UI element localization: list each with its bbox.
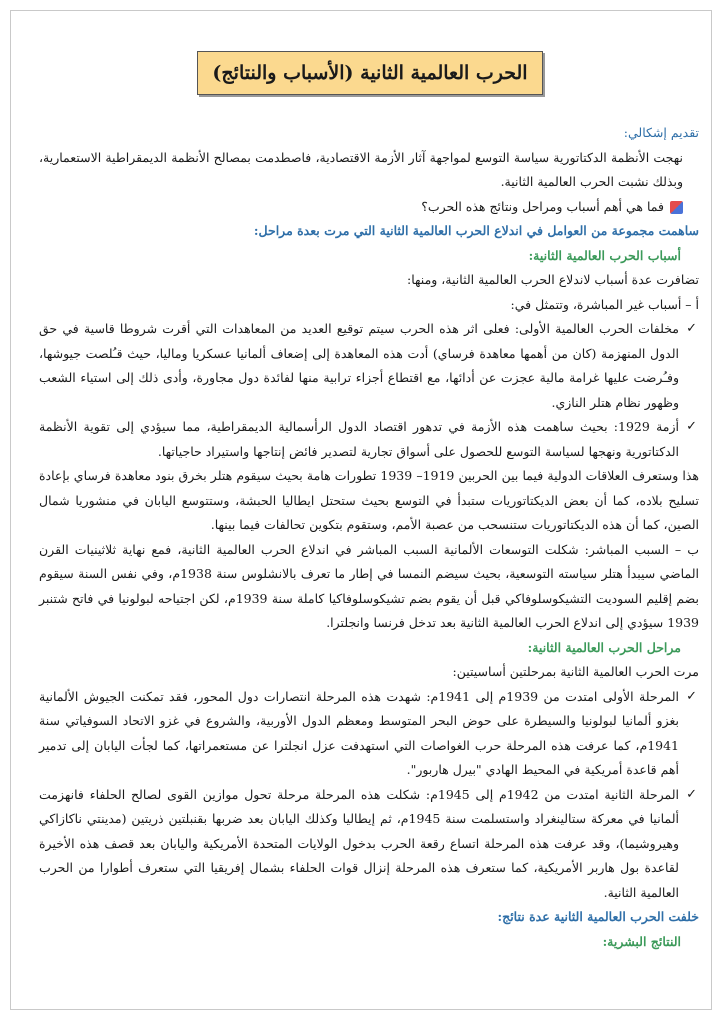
question-bullet-icon — [670, 201, 683, 214]
question-line — [39, 195, 699, 220]
intro-heading: تقديم إشكالي: — [623, 125, 699, 140]
intro-paragraph: نهجت الأنظمة الدكتاتورية سياسة التوسع لمواجهة آثار الأزمة الاقتصادية، فاصطدمت بمصالح الأنظمة الديمقراطية الاستعمارية، وبذلك نشبت الحرب العالمية الثانية. — [39, 149, 683, 189]
list-item — [39, 783, 699, 906]
check-icon: ✓ — [686, 786, 697, 802]
causes-intro: تضافرت عدة أسباب لاندلاع الحرب العالمية الثانية، ومنها: — [407, 272, 699, 287]
stages-heading: مراحل الحرب العالمية الثانية: — [527, 639, 681, 655]
list-item-text: المرحلة الثانية امتدت من 1942م إلى 1945م: شكلت هذه المرحلة مرحلة تحول موازين القوى لصالح الحلفاء فانهزمت ألمانيا في معركة ستالينغراد واستسلمت سنة 1945م، ثم إيطاليا وكذلك اليابان بعد ضربها بقنبلتين ذريتين (مدينتي ناكازاكي وهيروشيما)، وقد عرفت هذه المرحلة اتساع رقعة الحرب بدخول الولايات المتحدة الأمريكية واليابان بعد قصف هذه الأخيرة لقاعدة بول هاربر الأمريكية، كما ستعرف هذه المرحلة إنزال قوات الحلفاء بشمال إفريقيا التي ستعرف أطوارا من الحرب العالمية الثانية. — [39, 786, 680, 900]
question-text: فما هي أهم أسباب ومراحل ونتائج هذه الحرب؟ — [421, 198, 664, 214]
document-body — [39, 121, 699, 954]
relations-paragraph: هذا وستعرف العلاقات الدولية فيما بين الحربين 1919– 1939 تطورات هامة بحيث سيقوم هتلر بخرق بنود معاهدة فرساي بإعادة تسليح بلاده، كما أن بعض الديكتاتوريات ستبدأ في التوسع بحيث ستحتل ايطاليا الحبشة، وستتوسع اليابان في منشوريا شمال الصين، كما أن هذه الديكتاتوريات ستنسحب من عصبة الأمم، وستقوم بتكوين تحالفات فيما بينها. — [39, 468, 699, 532]
list-item-text: المرحلة الأولى امتدت من 1939م إلى 1941م: شهدت هذه المرحلة انتصارات دول المحور، فقد تمكنت الجيوش الألمانية بغزو ألمانيا لبولونيا والسيطرة على حوض البحر المتوسط ومعظم الدول الأوربية، والشروع في غزو الاتحاد السوفياتي سنة 1941م، كما عرفت هذه المرحلة حرب الغواصات التي استهدفت عزل انجلترا عن مستعمراتها، كما لجأت اليابان إلى تدمير أهم قاعدة أمريكية في المحيط الهادي "بيرل هاربور". — [39, 688, 679, 777]
check-icon: ✓ — [686, 419, 697, 434]
page-title: الحرب العالمية الثانية (الأسباب والنتائج) — [212, 62, 528, 84]
list-item — [39, 415, 699, 464]
indirect-causes-heading: أ – أسباب غير المباشرة، وتتمثل في: — [510, 296, 699, 312]
list-item — [39, 685, 699, 783]
causes-heading: أسباب الحرب العالمية الثانية: — [528, 247, 681, 263]
section-heading: ساهمت مجموعة من العوامل في اندلاع الحرب العالمية الثانية التي مرت بعدة مراحل: — [253, 223, 699, 238]
check-icon: ✓ — [686, 688, 697, 704]
results-heading: خلفت الحرب العالمية الثانية عدة نتائج: — [497, 909, 699, 924]
document-page — [10, 10, 712, 1010]
list-item-text: أزمة 1929: بحيث ساهمت هذه الأزمة في تدهور اقتصاد الدول الرأسمالية الديمقراطية، مما سيؤدي إلى تقوية الأنظمة الدكتاتورية ونهجها لسياسة التوسع للحصول على أسواق تجارية لتصدير فائض إنتاجها واستيراد حاجياتها. — [39, 419, 679, 459]
check-icon: ✓ — [686, 321, 697, 336]
stages-intro: مرت الحرب العالمية الثانية بمرحلتين أساسيتين: — [452, 664, 699, 679]
list-item — [39, 317, 699, 415]
human-results-heading: النتائج البشرية: — [602, 933, 681, 949]
direct-cause-paragraph: ب – السبب المباشر: شكلت التوسعات الألمانية السبب المباشر في اندلاع الحرب العالمية الثانية، فمع نهاية ثلاثينيات القرن الماضي سيبدأ هتلر سياسته التوسعية، بحيث سيضم النمسا في إطار ما تعرف بالانشلوس سنة 1938م، وفي نفس السنة سيقوم بضم إقليم السوديت التشيكوسلوفاكي قبل أن يقوم بضم تشيكوسلوفاكيا كاملة سنة 1939م، لكن اجتياحه لبولونيا في فاتح شتنبر 1939 سيؤدي إلى اندلاع الحرب العالمية الثانية بعد تدخل فرنسا وانجلترا. — [39, 541, 699, 630]
list-item-text: مخلفات الحرب العالمية الأولى: فعلى اثر هذه الحرب سيتم توقيع العديد من المعاهدات التي أقرت شروطا قاسية في حق الدول المنهزمة (كان من أهمها معاهدة فرساي) أدت هذه المعاهدة إلى إضعاف ألمانيا عسكريا وماليا، حيث قـُلصت جيوشها، وفـُرضت عليها غرامة مالية عجزت عن أدائها، مع اقتطاع أجزاء ترابية منها لفائدة دول مجاورة، وأدى ذلك إلى استياء الشعب وظهور نظام هتلر النازي. — [39, 321, 679, 410]
title-box — [197, 51, 543, 95]
